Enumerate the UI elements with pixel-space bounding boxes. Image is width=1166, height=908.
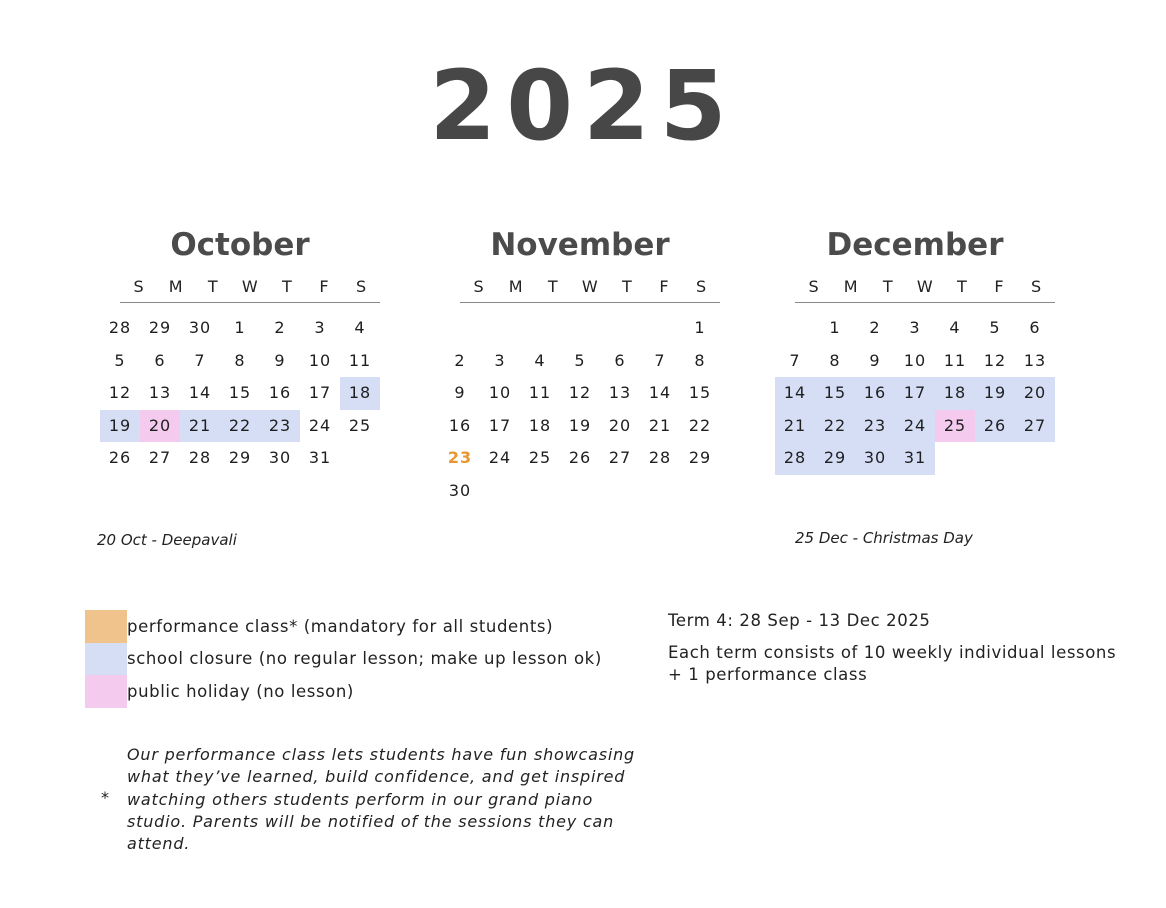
day-cell: 2 <box>274 318 286 337</box>
weekday-label: F <box>659 277 669 296</box>
day-cell: 23 <box>447 448 473 467</box>
day-cell: 26 <box>108 448 132 467</box>
legend-swatch <box>85 643 127 676</box>
day-cell: 7 <box>194 350 206 370</box>
day-cell: 27 <box>608 448 632 467</box>
weekday-label: T <box>547 277 558 296</box>
empty-day-cell <box>560 312 600 345</box>
day-cell: 17 <box>308 383 332 402</box>
month-name: December <box>826 227 1004 263</box>
day-cell: 4 <box>534 350 546 370</box>
weekday-label: S <box>696 277 707 296</box>
day-cell: 22 <box>815 410 855 443</box>
empty-day-cell <box>480 312 520 345</box>
day-cell: 1 <box>234 318 246 337</box>
empty-day-cell <box>340 442 380 475</box>
day-cell: 13 <box>608 383 632 402</box>
day-cell: 22 <box>220 410 260 443</box>
day-cell: 12 <box>108 383 132 402</box>
day-cell: 14 <box>188 383 212 402</box>
day-cell: 8 <box>694 350 706 370</box>
day-cell: 5 <box>114 350 126 370</box>
day-cell: 30 <box>188 318 212 337</box>
term-info <box>668 610 1116 686</box>
day-cell: 5 <box>989 318 1001 337</box>
weekday-header <box>460 272 720 303</box>
day-cell: 23 <box>855 410 895 443</box>
day-cell: 29 <box>688 448 712 467</box>
weekday-label: S <box>808 277 819 296</box>
day-cell: 20 <box>608 415 632 435</box>
weekday-label: T <box>882 277 893 296</box>
legend <box>85 610 602 708</box>
calendar-december <box>775 222 1075 475</box>
day-cell: 30 <box>268 448 292 467</box>
empty-day-cell <box>600 312 640 345</box>
day-cell: 28 <box>108 318 132 337</box>
day-cell: 4 <box>354 318 366 337</box>
day-cell: 3 <box>909 318 921 337</box>
day-cell: 20 <box>140 410 180 443</box>
day-cell: 4 <box>949 318 961 337</box>
day-cell: 24 <box>488 448 512 467</box>
calendar-november <box>440 222 740 507</box>
day-cell: 3 <box>314 318 326 337</box>
day-grid <box>775 312 1075 475</box>
weekday-label: T <box>622 277 632 296</box>
day-grid <box>440 312 740 507</box>
legend-label: performance class* (mandatory for all students) <box>127 616 554 636</box>
day-cell: 7 <box>789 350 801 370</box>
day-cell: 12 <box>568 383 592 402</box>
day-grid <box>100 312 400 475</box>
day-cell: 1 <box>829 318 841 337</box>
day-cell: 6 <box>614 350 626 370</box>
holiday-note-october: 20 Oct - Deepavali <box>97 531 237 549</box>
day-cell: 21 <box>180 410 220 443</box>
empty-day-cell <box>520 312 560 345</box>
day-cell: 21 <box>775 410 815 443</box>
day-cell: 6 <box>1029 318 1041 337</box>
legend-label: public holiday (no lesson) <box>127 681 354 701</box>
day-cell: 23 <box>260 410 300 443</box>
weekday-label: M <box>168 277 183 296</box>
weekday-label: W <box>581 277 598 296</box>
day-cell: 18 <box>340 377 380 410</box>
day-cell: 28 <box>188 448 212 467</box>
weekday-header <box>795 272 1055 303</box>
day-cell: 3 <box>494 350 506 370</box>
day-cell: 28 <box>648 448 672 467</box>
day-cell: 11 <box>943 350 967 370</box>
day-cell: 30 <box>448 480 472 500</box>
day-cell: 28 <box>775 442 815 475</box>
month-name: November <box>490 227 670 263</box>
day-cell: 17 <box>895 377 935 410</box>
empty-day-cell <box>640 312 680 345</box>
day-cell: 14 <box>775 377 815 410</box>
day-cell: 15 <box>815 377 855 410</box>
day-cell: 18 <box>528 415 552 435</box>
weekday-label: S <box>133 277 144 296</box>
day-cell: 31 <box>308 448 332 467</box>
weekday-label: S <box>473 277 484 296</box>
legend-item-public-holiday <box>85 675 602 708</box>
day-cell: 21 <box>648 415 672 435</box>
legend-label: school closure (no regular lesson; make up lesson ok) <box>127 649 602 669</box>
day-cell: 18 <box>935 377 975 410</box>
weekday-label: S <box>1031 277 1042 296</box>
weekday-label: M <box>843 277 858 296</box>
weekday-header <box>120 272 380 303</box>
holiday-note-december: 25 Dec - Christmas Day <box>795 529 973 547</box>
day-cell: 26 <box>975 410 1015 443</box>
day-cell: 25 <box>528 448 552 467</box>
day-cell: 9 <box>454 383 466 402</box>
day-cell: 16 <box>855 377 895 410</box>
weekday-label: F <box>994 277 1004 296</box>
term-description: Each term consists of 10 weekly individual lessons + 1 performance class <box>668 643 1117 684</box>
legend-item-performance <box>85 610 602 643</box>
weekday-label: T <box>957 277 967 296</box>
day-cell: 11 <box>528 383 552 402</box>
day-cell: 25 <box>348 415 372 435</box>
day-cell: 19 <box>568 415 592 435</box>
day-cell: 19 <box>975 377 1015 410</box>
day-cell: 9 <box>869 350 881 370</box>
term-dates: Term 4: 28 Sep - 13 Dec 2025 <box>668 611 931 630</box>
day-cell: 15 <box>688 383 712 402</box>
day-cell: 11 <box>348 350 372 370</box>
day-cell: 29 <box>228 448 252 467</box>
day-cell: 24 <box>308 415 332 435</box>
legend-swatch <box>85 675 127 708</box>
day-cell: 16 <box>268 383 292 402</box>
day-cell: 10 <box>308 350 332 370</box>
weekday-label: T <box>207 277 218 296</box>
day-cell: 24 <box>895 410 935 443</box>
day-cell: 29 <box>148 318 172 337</box>
legend-item-school-closure <box>85 643 602 676</box>
day-cell: 16 <box>448 415 472 435</box>
calendar-october <box>100 222 400 475</box>
day-cell: 26 <box>568 448 592 467</box>
footnote-text: Our performance class lets students have fun showcasing what they’ve learned, build confidence, and get inspired watching others students perform in our grand piano studio. Parents will be notified of the sessions they can attend. <box>127 745 635 854</box>
weekday-label: M <box>508 277 523 296</box>
day-cell: 7 <box>654 350 666 370</box>
day-cell: 22 <box>688 415 712 435</box>
day-cell: 25 <box>935 410 975 443</box>
weekday-label: F <box>319 277 329 296</box>
day-cell: 27 <box>148 448 172 467</box>
day-cell: 13 <box>1023 350 1047 370</box>
day-cell: 29 <box>815 442 855 475</box>
month-name: October <box>170 227 310 263</box>
year-title: 2025 <box>429 50 737 162</box>
day-cell: 10 <box>488 383 512 402</box>
day-cell: 13 <box>148 383 172 402</box>
day-cell: 17 <box>488 415 512 435</box>
day-cell: 31 <box>895 442 935 475</box>
day-cell: 27 <box>1015 410 1055 443</box>
day-cell: 2 <box>869 318 881 337</box>
day-cell: 2 <box>454 350 466 370</box>
empty-day-cell <box>440 312 480 345</box>
day-cell: 8 <box>829 350 841 370</box>
weekday-label: W <box>241 277 258 296</box>
day-cell: 14 <box>648 383 672 402</box>
day-cell: 30 <box>855 442 895 475</box>
day-cell: 8 <box>234 350 246 370</box>
day-cell: 10 <box>903 350 927 370</box>
weekday-label: T <box>282 277 292 296</box>
weekday-label: W <box>916 277 933 296</box>
day-cell: 19 <box>100 410 140 443</box>
legend-swatch <box>85 610 127 643</box>
day-cell: 1 <box>694 318 706 337</box>
day-cell: 9 <box>274 350 286 370</box>
weekday-label: S <box>356 277 367 296</box>
day-cell: 20 <box>1015 377 1055 410</box>
footnote-marker: * <box>101 788 109 807</box>
day-cell: 12 <box>983 350 1007 370</box>
day-cell: 6 <box>154 350 166 370</box>
empty-day-cell <box>775 312 815 345</box>
day-cell: 15 <box>228 383 252 402</box>
day-cell: 5 <box>574 350 586 370</box>
